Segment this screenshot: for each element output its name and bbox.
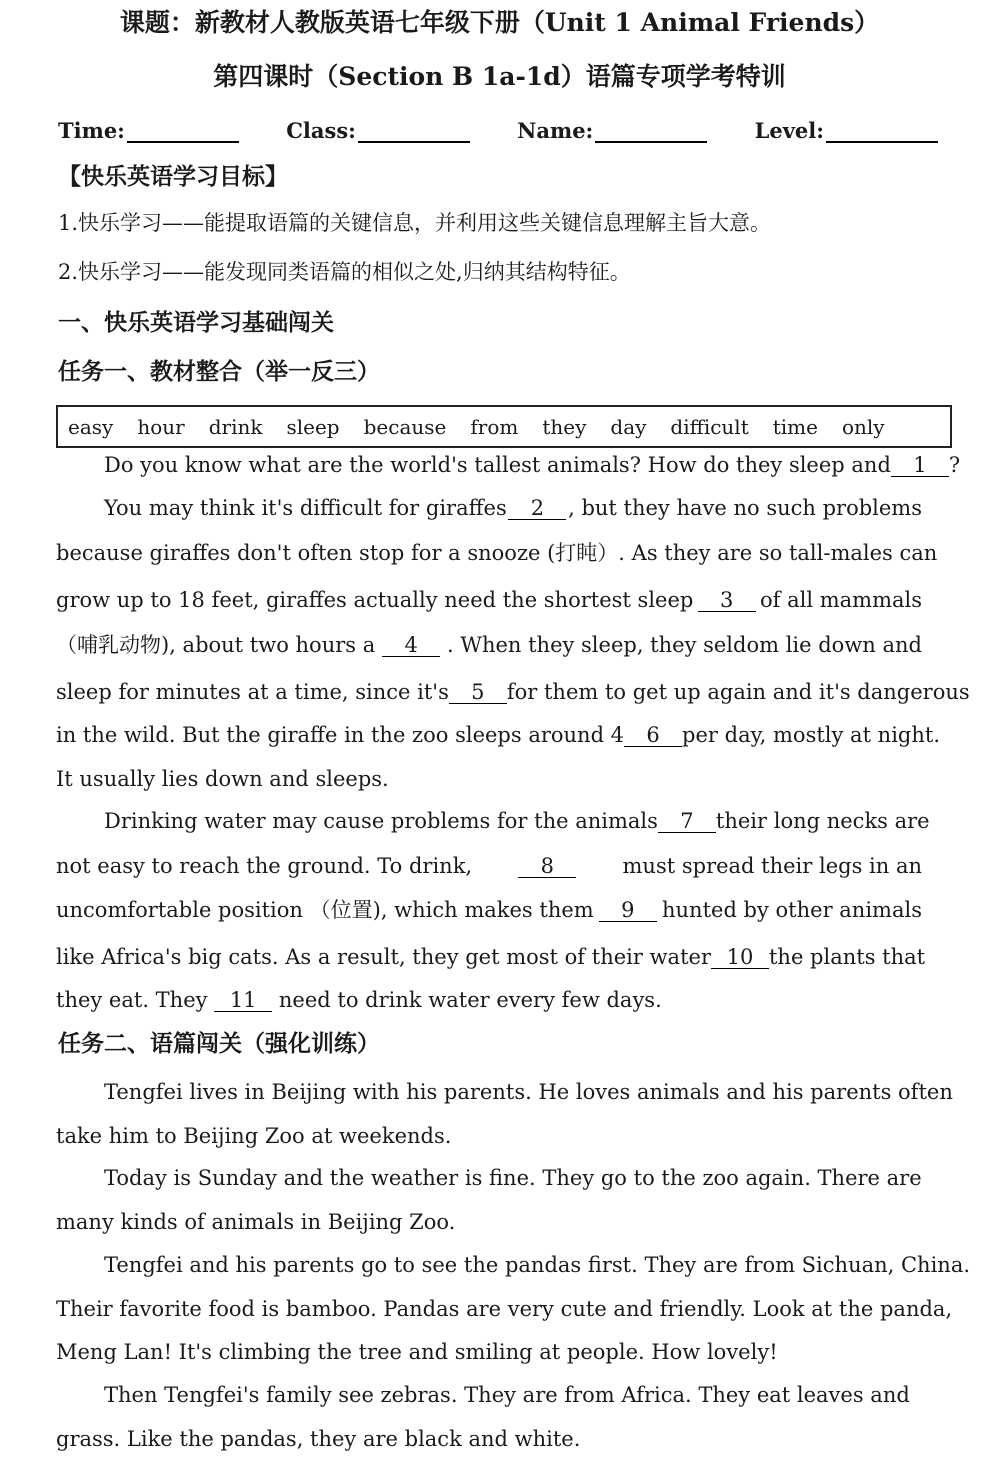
- passage2-line: Today is Sunday and the weather is fine. They go to the zoo again. There are: [104, 1166, 922, 1190]
- passage2-line: take him to Beijing Zoo at weekends.: [56, 1124, 452, 1148]
- passage2-line: Then Tengfei's family see zebras. They are from Africa. They eat leaves and: [104, 1383, 910, 1407]
- passage2-line: Meng Lan! It's climbing the tree and smiling at people. How lovely!: [56, 1340, 778, 1364]
- passage1-line: like Africa's big cats. As a result, they get most of their water 10 the plants that: [56, 945, 926, 969]
- word-bank-item: only: [841, 414, 885, 439]
- passage2-line: grass. Like the pandas, they are black and white.: [56, 1427, 581, 1451]
- passage1-line: （哺乳动物), about two hours a 4 . When they sleep, they seldom lie down and: [56, 633, 922, 657]
- blank-5[interactable]: 5: [449, 682, 507, 704]
- blank-9[interactable]: 9: [599, 900, 657, 922]
- time-field[interactable]: Time:: [58, 118, 239, 143]
- section1-heading: 一、快乐英语学习基础闯关: [58, 309, 334, 336]
- blank-11[interactable]: 11: [214, 990, 272, 1012]
- blank-4[interactable]: 4: [382, 635, 440, 657]
- passage2-line: Tengfei and his parents go to see the pandas first. They are from Sichuan, China.: [104, 1253, 971, 1277]
- level-field[interactable]: Level:: [755, 118, 938, 143]
- word-bank-item: drink: [208, 414, 263, 439]
- worksheet-subtitle: 第四课时（Section B 1a-1d）语篇专项学考特训: [213, 62, 786, 91]
- goal-item: 2.快乐学习——能发现同类语篇的相似之处,归纳其结构特征。: [58, 260, 631, 284]
- task2-heading: 任务二、语篇闯关（强化训练）: [58, 1030, 380, 1057]
- blank-2[interactable]: 2: [508, 498, 566, 520]
- passage1-line: because giraffes don't often stop for a snooze (打盹）. As they are so tall-males can: [56, 541, 938, 565]
- goals-heading: 【快乐英语学习目标】: [58, 163, 288, 190]
- passage1-line: You may think it's difficult for giraffes 2 , but they have no such problems: [104, 496, 922, 520]
- passage2-line: many kinds of animals in Beijing Zoo.: [56, 1210, 456, 1234]
- passage1-line: grow up to 18 feet, giraffes actually need the shortest sleep 3 of all mammals: [56, 588, 922, 612]
- word-bank-item: sleep: [286, 414, 340, 439]
- word-bank-item: easy: [68, 414, 114, 439]
- passage1-line: Drinking water may cause problems for the animals 7 their long necks are: [104, 809, 930, 833]
- goal-item: 1.快乐学习——能提取语篇的关键信息，并利用这些关键信息理解主旨大意。: [58, 211, 772, 235]
- word-bank-item: because: [363, 414, 447, 439]
- word-bank-item: hour: [137, 414, 185, 439]
- word-bank-item: time: [772, 414, 818, 439]
- word-bank-item: day: [610, 414, 647, 439]
- passage1-line: not easy to reach the ground. To drink, 8 must spread their legs in an: [56, 854, 922, 878]
- worksheet-title: 课题：新教材人教版英语七年级下册（Unit 1 Animal Friends）: [119, 8, 880, 37]
- blank-7[interactable]: 7: [658, 811, 716, 833]
- passage1-line: in the wild. But the giraffe in the zoo sleeps around 4 6 per day, mostly at night.: [56, 723, 941, 747]
- passage2-line: Their favorite food is bamboo. Pandas are very cute and friendly. Look at the panda,: [56, 1297, 953, 1321]
- word-bank-item: difficult: [670, 414, 749, 439]
- word-bank-item: they: [542, 414, 587, 439]
- passage1-line: uncomfortable position （位置), which makes them 9 hunted by other animals: [56, 898, 922, 922]
- task1-heading: 任务一、教材整合（举一反三）: [58, 358, 380, 385]
- blank-10[interactable]: 10: [711, 947, 769, 969]
- passage1-line: Do you know what are the world's tallest animals? How do they sleep and 1 ?: [104, 453, 961, 477]
- passage1-line: they eat. They 11 need to drink water every few days.: [56, 988, 662, 1012]
- blank-6[interactable]: 6: [624, 725, 682, 747]
- blank-8[interactable]: 8: [518, 856, 576, 878]
- passage1-line: It usually lies down and sleeps.: [56, 767, 389, 791]
- passage1-line: sleep for minutes at a time, since it's 5 for them to get up again and it's dangerous: [56, 680, 970, 704]
- blank-3[interactable]: 3: [698, 590, 756, 612]
- word-bank: [56, 405, 952, 448]
- class-field[interactable]: Class:: [286, 118, 470, 143]
- student-info-row: [58, 118, 938, 143]
- passage2-line: Tengfei lives in Beijing with his parents. He loves animals and his parents often: [104, 1080, 953, 1104]
- word-bank-item: from: [470, 414, 519, 439]
- name-field[interactable]: Name:: [517, 118, 707, 143]
- blank-1[interactable]: 1: [891, 455, 949, 477]
